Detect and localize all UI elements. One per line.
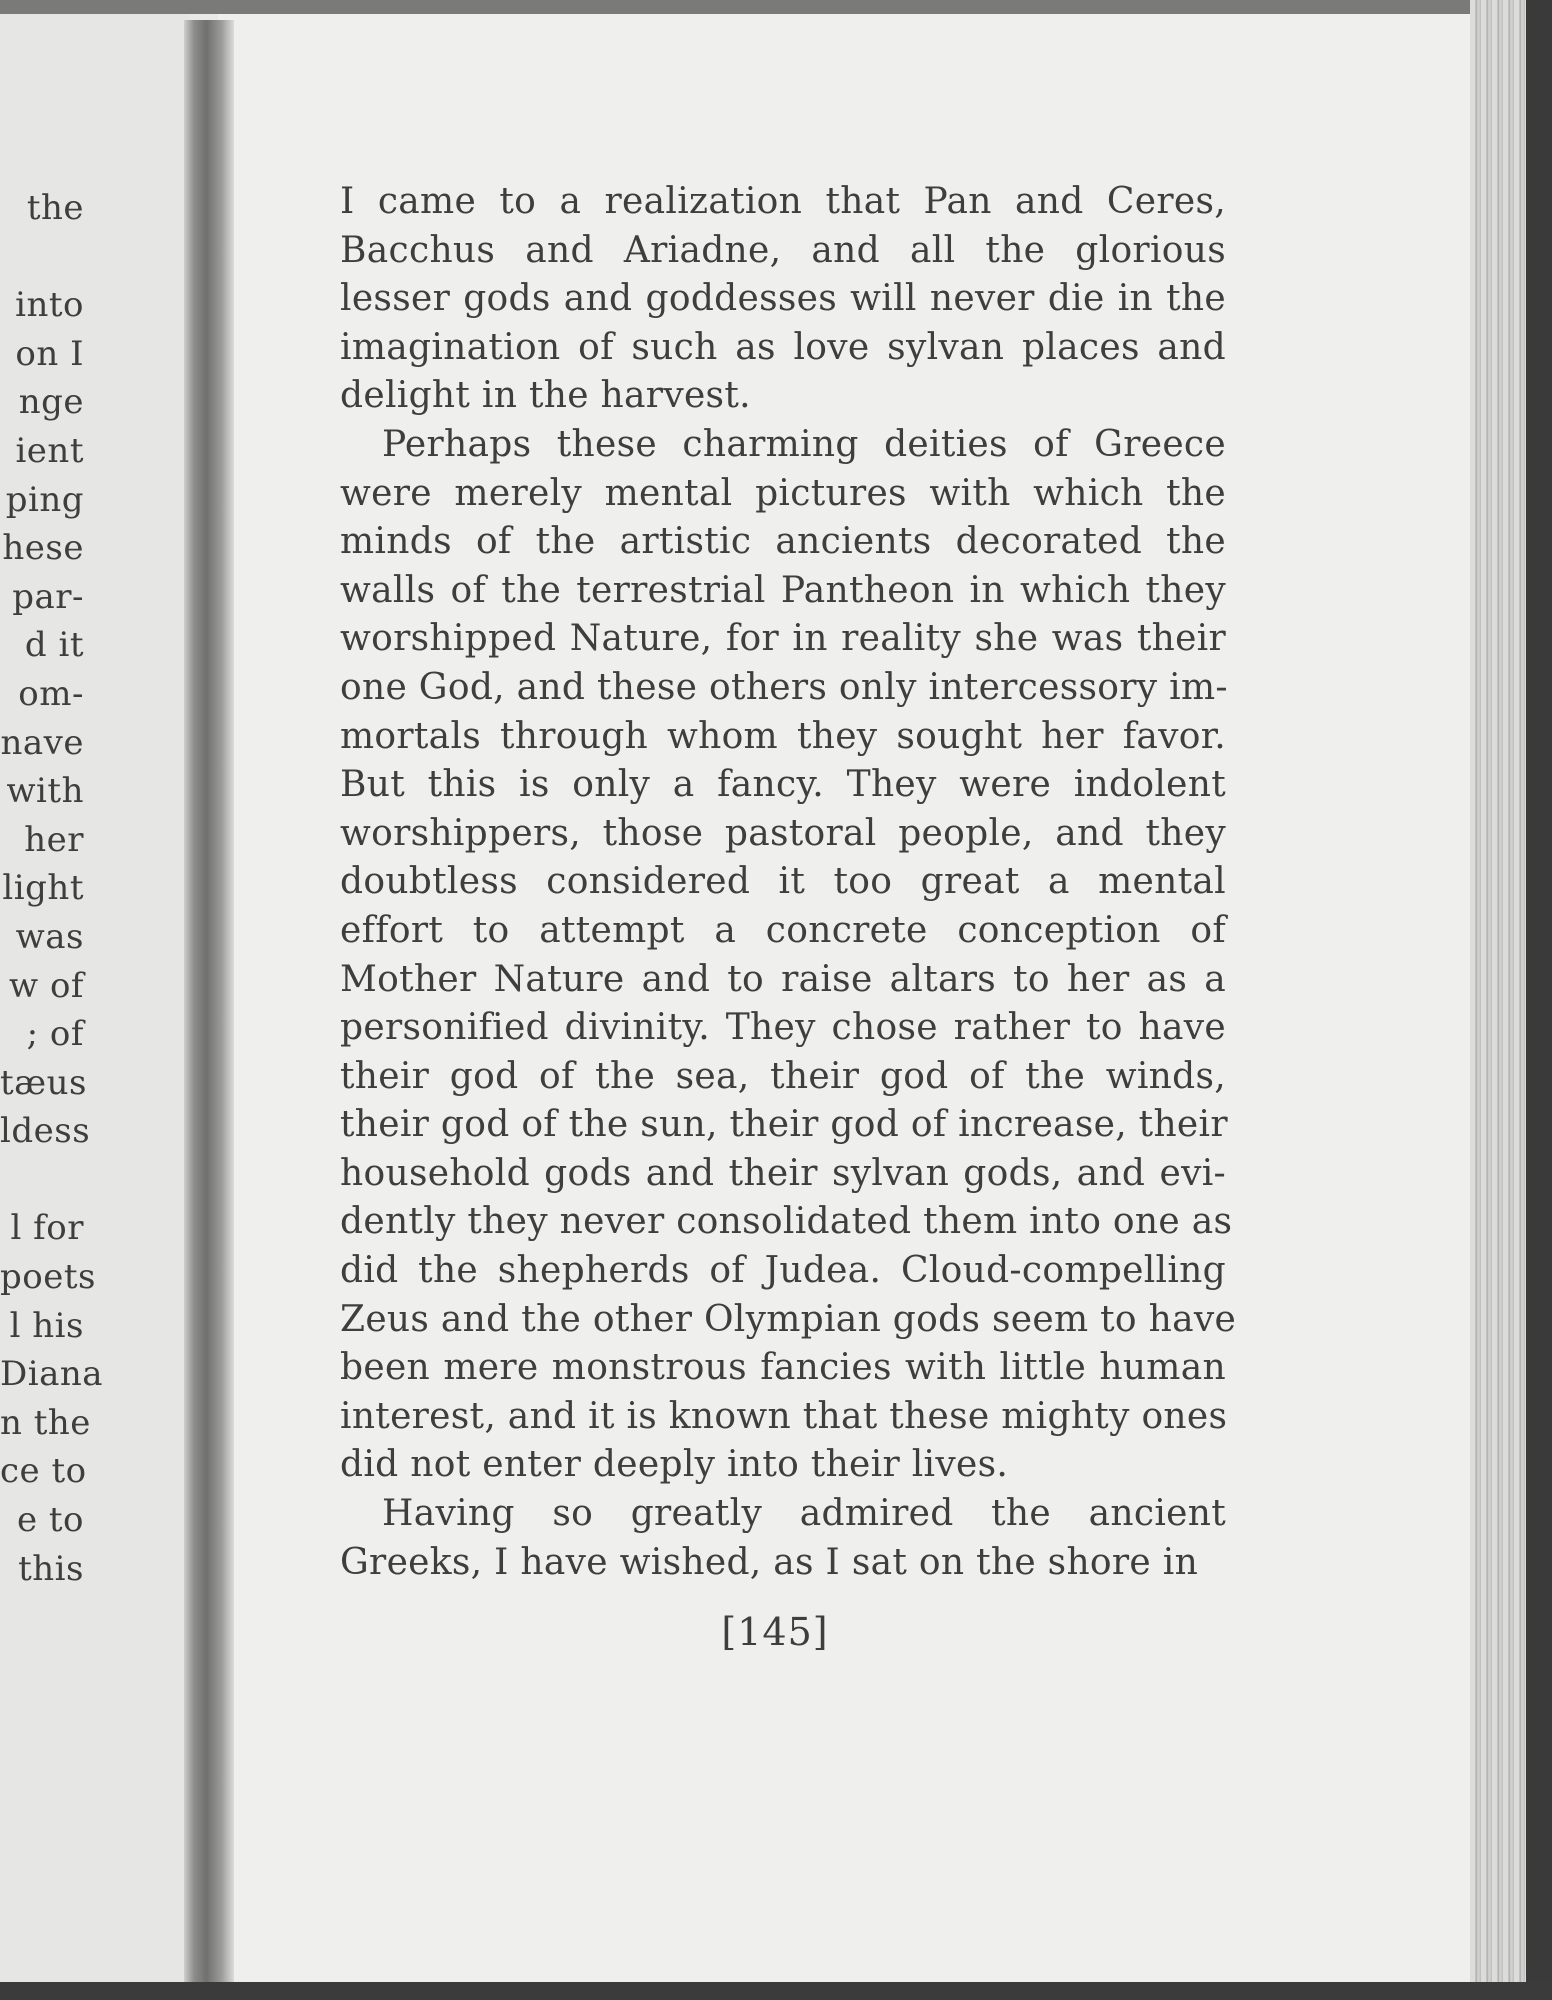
facing-page-line: with [6,771,84,812]
text-line: Zeus and the other Olympian gods seem to have [340,1298,1237,1340]
text-line: But this is only a fancy. They were indolent [340,764,1226,806]
facing-page-line: ldess [0,1111,91,1152]
facing-page-line: e to [16,1500,84,1541]
facing-page-line: the [26,188,84,228]
text-line: worshippers, those pastoral people, and they [340,812,1226,854]
text-line: lesser gods and goddesses will never die in the [340,278,1226,320]
text-line: Perhaps these charming deities of Greece [382,423,1226,465]
facing-page-line [0,233,84,282]
facing-page-line: nge [18,382,84,423]
facing-page-line: was [15,916,84,957]
facing-page-line: Diana [0,1354,104,1395]
facing-page-line: on I [15,333,84,374]
text-line: interest, and it is known that these mighty ones [340,1395,1228,1437]
facing-page-line: w of [9,965,84,1006]
facing-page-line: nave [0,722,84,763]
facing-page-line: om- [18,673,84,714]
facing-page-line: n the [0,1402,91,1443]
facing-page-line: d it [24,625,84,666]
text-line: dently they never consolidated them into one as [340,1201,1233,1243]
paragraph [340,178,1226,421]
text-line: their god of the sea, their god of the winds, [340,1055,1226,1097]
facing-page-line: ce to [0,1451,87,1492]
text-line: did not enter deeply into their lives. [340,1444,1009,1486]
text-line: Mother Nature and to raise altars to her as a [340,958,1226,1000]
text-line: doubtless considered it too great a mental [340,861,1226,903]
facing-page-line: into [15,285,84,326]
text-line: walls of the terrestrial Pantheon in which they [340,569,1226,611]
book-gutter [184,20,234,1986]
text-line: been mere monstrous fancies with little human [340,1347,1226,1389]
paragraph [340,1490,1226,1587]
facing-page-line: l for [10,1208,84,1249]
facing-page [0,14,190,1982]
top-edge [0,0,1552,14]
text-line: worshipped Nature, for in reality she was their [340,618,1226,660]
text-line: Having so greatly admired the ancient [382,1493,1226,1535]
facing-page-line: tæus [0,1062,87,1103]
page-edges [1470,0,1552,2000]
text-line: household gods and their sylvan gods, and evi- [340,1152,1226,1194]
facing-page-line: hese [2,528,84,569]
facing-page-line: poets [0,1257,96,1298]
page-number: [145] [721,1610,829,1654]
facing-page-line: ; of [26,1014,84,1055]
bottom-edge [0,1982,1552,2000]
text-line: imagination of such as love sylvan places and [340,326,1226,368]
text-line: Bacchus and Ariadne, and all the glorious [340,229,1226,271]
facing-page-line: ient [15,430,84,471]
text-line: did the shepherds of Judea. Cloud-compelling [340,1250,1226,1292]
paragraph [340,421,1237,1490]
text-line: I came to a realization that Pan and Ceres, [340,181,1226,222]
text-line: Greeks, I have wished, as I sat on the shore in [340,1541,1199,1583]
facing-page-line: her [24,819,84,860]
text-line: effort to attempt a concrete conception of [340,909,1226,951]
facing-page-line: light [2,868,84,909]
facing-page-line: this [18,1548,84,1589]
facing-page-line: ping [5,479,84,520]
facing-page-text [0,184,104,1593]
facing-page-line: l his [9,1305,84,1346]
text-line: were merely mental pictures with which the [340,472,1226,514]
text-line: their god of the sun, their god of increase, their [340,1104,1228,1146]
text-line: mortals through whom they sought her favor. [340,715,1226,757]
facing-page-line [0,1156,84,1205]
page-body-text [340,178,1237,1587]
text-line: minds of the artistic ancients decorated the [340,521,1226,563]
facing-page-line: par- [12,576,84,617]
text-line: one God, and these others only intercessory im- [340,666,1228,708]
text-line: delight in the harvest. [340,375,751,417]
text-line: personified divinity. They chose rather to have [340,1007,1226,1049]
